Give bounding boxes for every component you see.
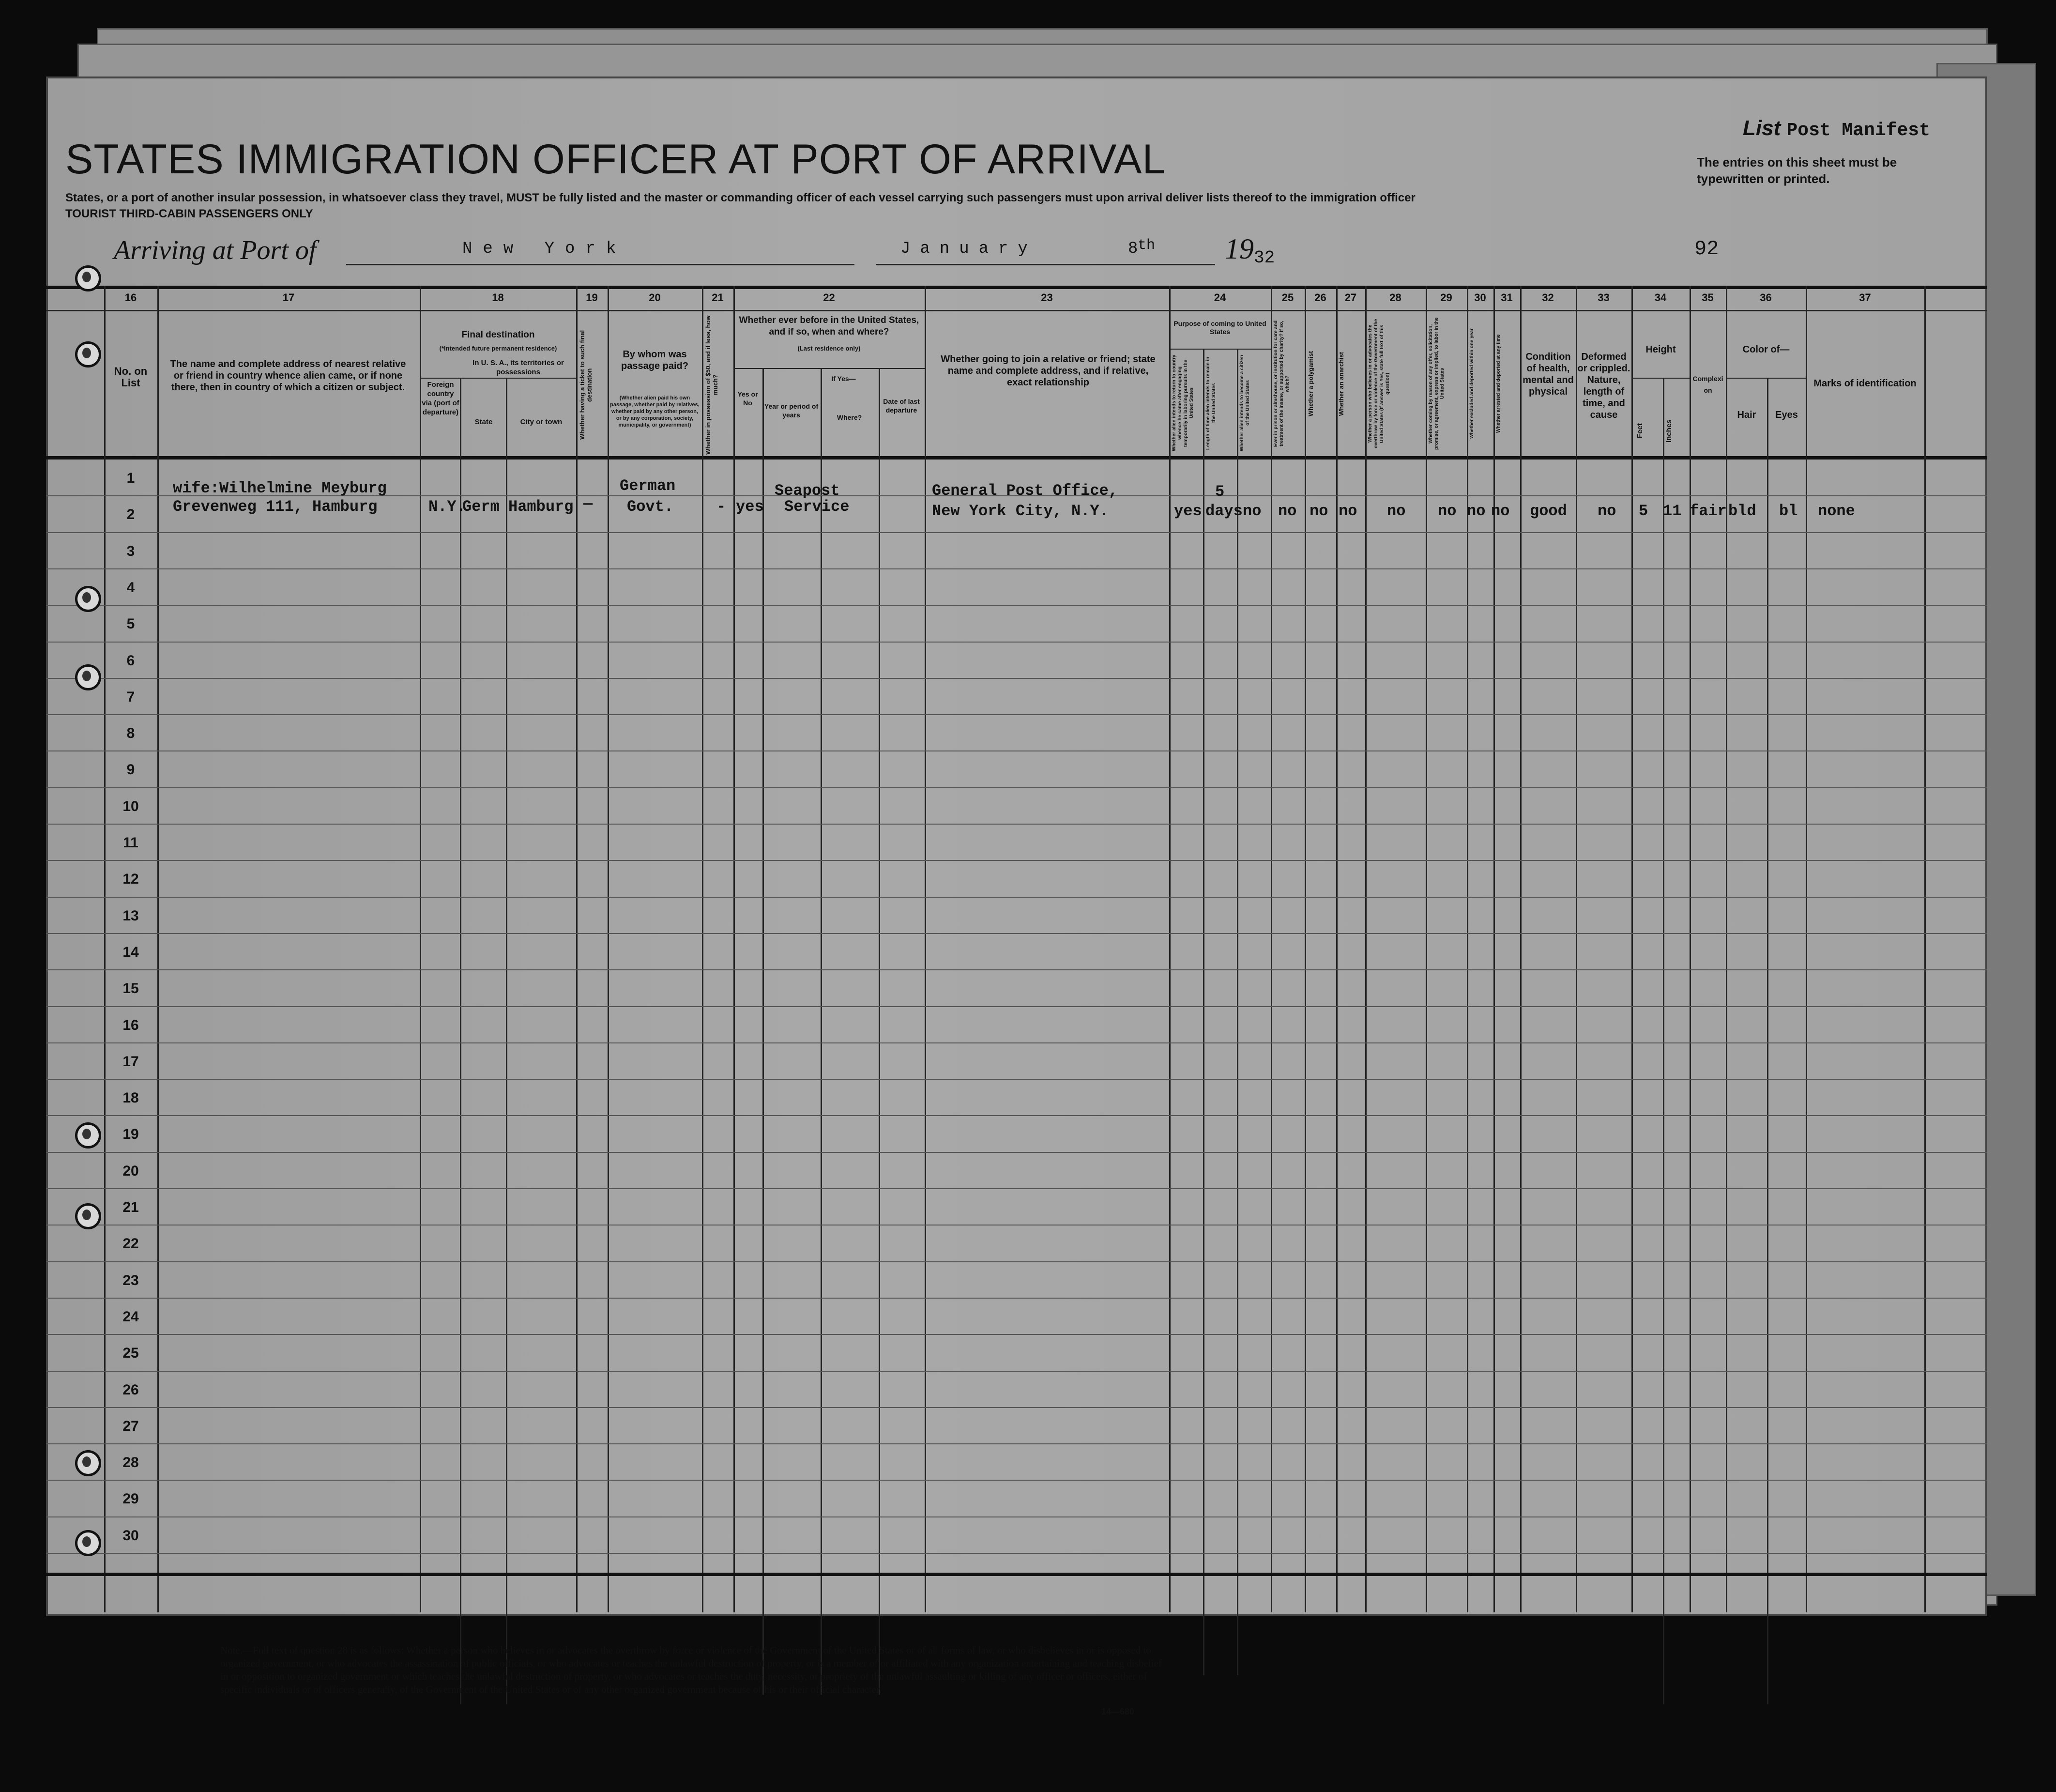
row-number: 22: [122, 1236, 139, 1252]
entry1-year-line2: Service: [784, 498, 850, 516]
colnum-31: 31: [1501, 291, 1513, 304]
hdr-inches: Inches: [1665, 419, 1673, 443]
row-number: 21: [122, 1199, 139, 1215]
row-divider: [46, 1261, 1987, 1262]
entry1-relative-line1: wife:Wilhelmine Meyburg: [173, 479, 387, 497]
row-number: 4: [126, 579, 135, 596]
hdr-hair: Hair: [1737, 410, 1756, 420]
row-number: 29: [122, 1491, 139, 1507]
arriving-label: Arriving at Port of: [114, 235, 317, 265]
date-day-suffix: th: [1138, 237, 1156, 254]
hdr-before-in-us: Whether ever before in the United States, and if so, when and where?: [739, 315, 919, 337]
colnum-35: 35: [1702, 291, 1714, 304]
hdr-passage-paid: By whom was passage paid?: [621, 349, 688, 371]
entry1-relative-line2: Grevenweg 111, Hamburg: [173, 498, 378, 516]
entry1-q28: no: [1387, 502, 1406, 520]
hdr-foreign-country: Foreign country via (port of departure): [422, 381, 459, 416]
entry1-condition: good: [1530, 502, 1567, 520]
hdr-q31: Whether arrested and deported at any time: [1496, 334, 1501, 433]
colnum-27: 27: [1344, 291, 1357, 304]
row-divider: [46, 1334, 1987, 1335]
row-number: 7: [126, 689, 135, 705]
row-divider: [46, 1006, 1987, 1007]
row-number: 8: [126, 725, 135, 742]
hdr-prison: Ever in prison or almshouse, or institution for care and treatment of the insane, or supported by charity? If so, which?: [1273, 320, 1290, 447]
page-number: 92: [1694, 237, 1719, 260]
row-divider: [46, 824, 1987, 825]
row-number: 23: [122, 1272, 139, 1288]
colnum-17: 17: [282, 291, 295, 304]
colnum-24: 24: [1214, 291, 1226, 304]
hdr-money: Whether in possession of $50, and if less, how much?: [704, 315, 719, 455]
colnum-29: 29: [1440, 291, 1452, 304]
hdr-where: Where?: [837, 414, 862, 421]
hdr-final-destination-note: (*Intended future permanent residence): [439, 345, 557, 352]
row-divider: [46, 897, 1987, 898]
entry1-complexion: fair: [1690, 502, 1727, 520]
entry1-year-line1: Seapost: [775, 482, 840, 500]
hdr-yes-no: Yes or No: [737, 390, 758, 407]
row-number: 9: [126, 762, 135, 778]
subtitle-line2: TOURIST THIRD-CABIN PASSENGERS ONLY: [65, 207, 313, 220]
entry1-prison: no: [1278, 502, 1297, 520]
table-top-border: [46, 286, 1987, 289]
colnum-33: 33: [1598, 291, 1610, 304]
hdr-if-yes: If Yes—: [831, 375, 856, 383]
row-divider: [46, 1480, 1987, 1481]
entry1-q31: no: [1491, 502, 1510, 520]
instructions: The entries on this sheet must be typewritten or printed.: [1697, 155, 1897, 186]
row-number: 10: [122, 798, 139, 814]
row-divider: [46, 1443, 1987, 1444]
row-number: 26: [122, 1381, 139, 1398]
hdr-state: State: [474, 418, 493, 426]
row-divider: [46, 1188, 1987, 1189]
entry1-purpose-b-top: 5: [1215, 483, 1225, 501]
row-divider: [46, 532, 1987, 533]
date-month: January: [900, 240, 1037, 258]
row-divider: [46, 1553, 1987, 1554]
row-divider: [46, 568, 1987, 569]
row-divider: [46, 1371, 1987, 1372]
row-number: 20: [122, 1163, 139, 1179]
row-divider: [46, 787, 1987, 788]
row-number: 25: [122, 1345, 139, 1362]
hdr-relative-address: The name and complete address of nearest relative or friend in country whence alien came, or if none there, then in country of which a citizen or subject.: [170, 359, 406, 393]
colnum-20: 20: [649, 291, 661, 304]
colnum-28: 28: [1389, 291, 1401, 304]
row-number: 5: [126, 616, 135, 632]
hdr-eyes: Eyes: [1775, 410, 1798, 420]
entry1-feet: 5: [1639, 502, 1648, 520]
row-divider: [46, 860, 1987, 861]
colnum-16: 16: [124, 291, 137, 304]
year-prefix: 19: [1225, 233, 1254, 265]
row-divider: [46, 1152, 1987, 1153]
row-number: 27: [122, 1418, 139, 1434]
colnum-34: 34: [1654, 291, 1667, 304]
entry1-purpose-a: yes: [1174, 502, 1202, 520]
page-title: STATES IMMIGRATION OFFICER AT PORT OF ARRIVAL: [65, 136, 1166, 183]
row-number: 14: [122, 944, 139, 960]
entry1-passage-line2: Govt.: [627, 498, 674, 516]
entry1-inches: 11: [1663, 502, 1682, 520]
hdr-passage-paid-note: (Whether alien paid his own passage, whether paid by relatives, whether paid by any other person, or by any corporation, society, municipality, or government): [610, 395, 700, 428]
hdr-height: Height: [1645, 344, 1676, 355]
hdr-date-departure: Date of last departure: [883, 398, 920, 414]
hdr-no-on-list: No. on List: [114, 365, 148, 389]
entry1-ticket: —: [583, 495, 593, 513]
colnum-32: 32: [1542, 291, 1554, 304]
entry1-polygamist: no: [1310, 502, 1328, 520]
row-number: 28: [122, 1455, 139, 1471]
row-divider: [46, 1298, 1987, 1299]
hdr-in-usa: In U. S. A., its territories or possessions: [472, 359, 564, 376]
hdr-joining-relative: Whether going to join a relative or friend; state name and complete address, and if relative, exact relationship: [941, 354, 1156, 388]
colnum-18: 18: [492, 291, 504, 304]
hdr-feet: Feet: [1636, 423, 1644, 439]
date-day: 8: [1128, 240, 1138, 258]
hdr-condition: Condition of health, mental and physical: [1523, 352, 1574, 397]
list-label: [1743, 116, 1930, 141]
hdr-q29: Whether coming by reason of any offer, solicitation, promise, or agreement, express or implied, to labor in the United States: [1428, 317, 1445, 450]
list-label-text: List: [1743, 116, 1781, 140]
entry1-purpose-b: days: [1205, 502, 1243, 520]
entry1-eyes: bl: [1779, 502, 1798, 520]
hdr-color-of: Color of—: [1742, 344, 1790, 355]
hdr-final-destination: Final destination: [461, 330, 535, 340]
port-value: New York: [462, 240, 627, 258]
hdr-polygamist: Whether a polygamist: [1307, 351, 1314, 417]
hdr-ticket: Whether having a ticket to such final destination: [579, 330, 593, 440]
manifest-table: [46, 286, 1987, 1612]
punch-hole: [75, 341, 101, 368]
row-number: 12: [122, 871, 139, 888]
entry1-q29: no: [1438, 502, 1457, 520]
footer-note: Note.—Full text of question 28 is as follows: Whether a person who believes in or advocates the overthrow by force or violence of the Government of the United States or of all forms of law, or who disbelieves in or is opposed to organized government, or who advocates the assassination of public officials, or who advocates or teaches the unlawful destruction of property, or is a member of or affiliated with any organization entertaining and teaching disbelief in or opposition to organized government or which teaches the unlawful destruction of property, or who advocates or teaches the duty, necessity, or propriety of the unlawful assaulting or killing of any officer or officers, either of specific individuals or of officers generally, of the Government of the United States or of any other organized government because of his or their official character.: [220, 1644, 1162, 1695]
colnum-26: 26: [1314, 291, 1326, 304]
punch-hole: [75, 1450, 101, 1476]
hdr-q30: Whether excluded and deported within one year: [1469, 328, 1475, 439]
hdr-last-residence: (Last residence only): [797, 345, 861, 352]
punch-hole: [75, 1203, 101, 1229]
hdr-year-period: Year or period of years: [764, 402, 819, 419]
row-number: 19: [122, 1126, 139, 1143]
row-divider: [46, 1115, 1987, 1116]
entry1-passage-line1: German: [620, 477, 676, 495]
row-number: 24: [122, 1308, 139, 1325]
entry1-deformed: no: [1598, 502, 1616, 520]
hdr-purpose-c: Whether alien intends to become a citizen of the United States: [1239, 355, 1250, 451]
row-divider: [46, 1079, 1987, 1080]
row-number: 15: [122, 980, 139, 997]
header-bottom-border: [46, 456, 1987, 459]
row-number: 2: [126, 506, 135, 523]
row-number: 17: [122, 1053, 139, 1070]
entry1-purpose-c: no: [1243, 502, 1262, 520]
punch-hole: [75, 586, 101, 612]
hdr-purpose-b: Length of time alien intends to remain in the United States: [1205, 356, 1217, 450]
list-type: Post Manifest: [1786, 120, 1930, 141]
row-number: 6: [126, 652, 135, 669]
port-field: [346, 240, 854, 265]
row-divider: [46, 605, 1987, 606]
row-number: 3: [126, 543, 135, 559]
punch-hole: [75, 265, 101, 291]
entry1-city: Hamburg: [508, 498, 574, 516]
row-divider: [46, 933, 1987, 934]
row-divider: [46, 750, 1987, 751]
punch-hole: [75, 1530, 101, 1556]
hdr-city: City or town: [520, 418, 563, 426]
hdr-marks: Marks of identification: [1813, 378, 1917, 389]
colnum-25: 25: [1281, 291, 1294, 304]
entry1-joining-line1: General Post Office,: [932, 482, 1118, 500]
entry1-marks: none: [1818, 502, 1855, 520]
hdr-complexion: Complexion: [1692, 375, 1723, 394]
entry1-hair: bld: [1728, 502, 1756, 520]
table-bottom-border: [46, 1573, 1987, 1576]
hdr-purpose-a: Whether alien intends to return to country whence he came after engaging temporarily in laboring pursuits in the United States: [1172, 354, 1194, 452]
entry1-state: Germ: [462, 498, 500, 516]
punch-hole: [75, 1122, 101, 1149]
form-code: 14—680: [1101, 1707, 1135, 1716]
entry1-anarchist: no: [1339, 502, 1357, 520]
entry1-before-yes-no: yes: [736, 498, 764, 516]
hdr-anarchist: Whether an anarchist: [1338, 352, 1345, 416]
hdr-purpose: Purpose of coming to United States: [1173, 320, 1266, 336]
row-divider: [46, 714, 1987, 715]
colnum-23: 23: [1041, 291, 1053, 304]
colnum-19: 19: [586, 291, 598, 304]
row-number: 16: [122, 1017, 139, 1033]
punch-hole: [75, 664, 101, 690]
row-divider: [46, 969, 1987, 970]
row-number: 1: [126, 470, 135, 486]
year-suffix: 32: [1254, 248, 1275, 268]
subtitle-line1: States, or a port of another insular possession, in whatsoever class they travel, MUST be fully listed and the master or commanding officer of each vessel carrying such passengers must upon arrival deliver lists thereof to the immigration officer: [65, 191, 1416, 204]
hdr-deformed: Deformed or crippled. Nature, length of time, and cause: [1577, 352, 1630, 420]
row-number: 18: [122, 1090, 139, 1106]
colnum-37: 37: [1859, 291, 1871, 304]
entry1-joining-line2: New York City, N.Y.: [932, 502, 1109, 520]
entry1-money: -: [716, 498, 726, 516]
row-divider: [46, 1407, 1987, 1408]
row-divider: [46, 678, 1987, 679]
colnum-divider: [46, 310, 1987, 311]
entry1-foreign-country: N.Y.: [428, 498, 466, 516]
entry1-q30: no: [1467, 502, 1486, 520]
colnum-22: 22: [823, 291, 835, 304]
hdr-q28: Whether a person who believes in or advocates the overthrow by force or violence of the Government of the United States (If answer is Yes, state full text of this question): [1368, 319, 1390, 449]
row-number: 13: [122, 907, 139, 924]
colnum-30: 30: [1474, 291, 1486, 304]
row-divider: [46, 1042, 1987, 1043]
row-number: 30: [122, 1527, 139, 1544]
row-number: 11: [123, 835, 138, 851]
colnum-36: 36: [1760, 291, 1772, 304]
date-field: [876, 240, 1215, 265]
row-divider: [46, 1516, 1987, 1517]
row-divider: [46, 642, 1987, 643]
colnum-21: 21: [712, 291, 724, 304]
